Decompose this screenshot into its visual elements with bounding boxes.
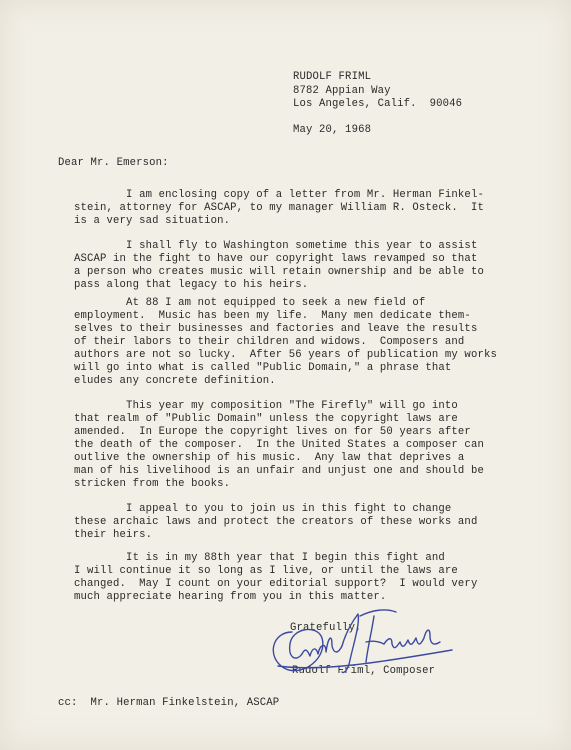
- sender-street: 8782 Appian Way: [293, 85, 391, 97]
- paragraph-line: changed. May I count on your editorial support? I would very: [74, 578, 478, 590]
- sender-name: RUDOLF FRIML: [293, 71, 372, 83]
- paragraph-line: ASCAP in the fight to have our copyright laws revamped so that: [74, 253, 478, 265]
- paragraph-line: is a very sad situation.: [74, 215, 231, 227]
- paragraph-line: I shall fly to Washington sometime this year to assist: [74, 240, 478, 252]
- paragraph-line: that realm of "Public Domain" unless the copyright laws are: [74, 413, 458, 425]
- letter-date: May 20, 1968: [293, 124, 372, 136]
- paragraph-line: I am enclosing copy of a letter from Mr. Herman Finkel-: [74, 189, 484, 201]
- paragraph-line: amended. In Europe the copyright lives on for 50 years after: [74, 426, 471, 438]
- paragraph-line: This year my composition "The Firefly" will go into: [74, 400, 458, 412]
- cc-line: cc: Mr. Herman Finkelstein, ASCAP: [58, 697, 280, 709]
- paragraph-line: the death of the composer. In the United States a composer can: [74, 439, 484, 451]
- paragraph-line: these archaic laws and protect the creators of these works and: [74, 516, 478, 528]
- signature-block: Rudolf Friml, Composer: [292, 665, 436, 677]
- paragraph-line: At 88 I am not equipped to seek a new field of: [74, 297, 426, 309]
- paragraph-line: of their labors to their children and widows. Composers and: [74, 336, 465, 348]
- paragraph-line: stein, attorney for ASCAP, to my manager William R. Osteck. It: [74, 202, 484, 214]
- salutation: Dear Mr. Emerson:: [58, 157, 169, 169]
- paragraph-line: stricken from the books.: [74, 478, 231, 490]
- paragraph-line: authors are not so lucky. After 56 years of publication my works: [74, 349, 497, 361]
- paragraph-line: will go into what is called "Public Domain," a phrase that: [74, 362, 452, 374]
- paragraph-line: their heirs.: [74, 529, 153, 541]
- paragraph-line: a person who creates music will retain ownership and be able to: [74, 266, 484, 278]
- paragraph-line: selves to their businesses and factories and leave the results: [74, 323, 478, 335]
- paragraph-line: I appeal to you to join us in this fight to change: [74, 503, 452, 515]
- paragraph-line: man of his livelihood is an unfair and unjust one and should be: [74, 465, 484, 477]
- paragraph-line: pass along that legacy to his heirs.: [74, 279, 309, 291]
- paragraph-line: I will continue it so long as I live, or until the laws are: [74, 565, 458, 577]
- paragraph-line: eludes any concrete definition.: [74, 375, 276, 387]
- handwritten-signature: [262, 602, 492, 680]
- closing: Gratefully,: [290, 622, 362, 634]
- sender-city: Los Angeles, Calif. 90046: [293, 98, 463, 110]
- paragraph-line: It is in my 88th year that I begin this fight and: [74, 552, 445, 564]
- paragraph-line: outlive the ownership of his music. Any law that deprives a: [74, 452, 465, 464]
- paragraph-line: much appreciate hearing from you in this matter.: [74, 591, 387, 603]
- paragraph-line: employment. Music has been my life. Many men dedicate them-: [74, 310, 471, 322]
